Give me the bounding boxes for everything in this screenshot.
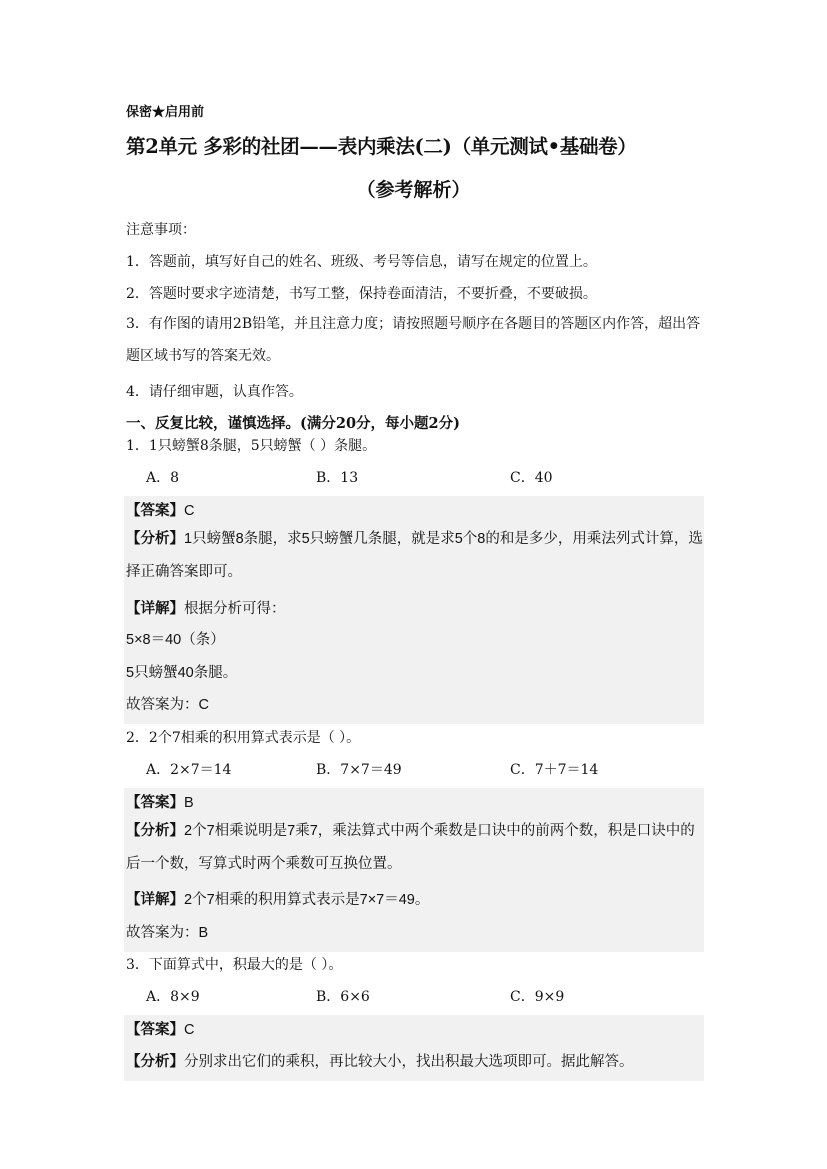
- section-1-title: 一、反复比较，谨慎选择。(满分20分，每小题2分): [126, 415, 460, 432]
- analysis-text: 分别求出它们的乘积，再比较大小，找出积最大选项即可。据此解答。: [184, 1054, 634, 1070]
- question-3-stem: 3．下面算式中，积最大的是（ ）。: [126, 957, 343, 973]
- question-2-option-a: A．2×7＝14: [146, 762, 232, 778]
- question-1-step-1: 5×8＝40（条）: [126, 632, 225, 648]
- question-1-step-2: 5只螃蟹40条腿。: [126, 665, 238, 681]
- note-item-4: 4．请仔细审题，认真作答。: [126, 384, 303, 400]
- detail-text: 根据分析可得：: [184, 601, 286, 617]
- question-2-answer: [126, 791, 194, 812]
- question-2-step-1: 故答案为：B: [126, 925, 209, 941]
- note-item-2: 2．答题时要求字迹清楚，书写工整，保持卷面清洁，不要折叠，不要破损。: [126, 286, 597, 302]
- question-1-option-a: A．8: [146, 470, 180, 486]
- question-2-option-b: B．7×7＝49: [316, 762, 402, 778]
- question-3-answer: [126, 1018, 194, 1039]
- question-1-analysis: [126, 523, 703, 589]
- analysis-label: 【分析】: [126, 1054, 184, 1070]
- detail-label: 【详解】: [126, 601, 184, 617]
- answer-label: 【答案】: [126, 795, 184, 811]
- question-1-answer: [126, 499, 194, 520]
- question-3-option-c: C．9×9: [510, 989, 565, 1005]
- note-item-3: 3．有作图的请用2B铅笔，并且注意力度；请按照题号顺序在各题目的答题区内作答，超出答题区域书写的答案无效。: [126, 316, 701, 364]
- question-1-stem: 1．1只螃蟹8条腿，5只螃蟹（ ）条腿。: [126, 438, 377, 454]
- question-1-step-3: 故答案为：C: [126, 697, 209, 713]
- question-1-option-c: C．40: [510, 470, 553, 486]
- answer-label: 【答案】: [126, 1022, 184, 1038]
- answer-value: B: [184, 795, 194, 811]
- answer-value: C: [184, 503, 195, 519]
- answer-label: 【答案】: [126, 503, 184, 519]
- analysis-label: 【分析】: [126, 531, 184, 547]
- question-2-detail: [126, 888, 429, 909]
- question-2-option-c: C．7＋7＝14: [510, 762, 599, 778]
- question-1-option-b: B．13: [316, 470, 359, 486]
- analysis-text: 2个7相乘说明是7乘7，乘法算式中两个乘数是口诀中的前两个数，积是口诀中的后一个数，写算式时两个乘数可互换位置。: [126, 823, 695, 872]
- question-3-solution-box: [124, 1015, 704, 1081]
- detail-label: 【详解】: [126, 892, 184, 908]
- question-1-detail: [126, 597, 286, 618]
- answer-value: C: [184, 1022, 195, 1038]
- document-subtitle: （参考解析）: [356, 179, 471, 201]
- detail-text: 2个7相乘的积用算式表示是7×7＝49。: [184, 892, 430, 908]
- question-3-analysis: [126, 1050, 634, 1071]
- notes-heading: 注意事项：: [126, 222, 196, 238]
- question-3-option-b: B．6×6: [316, 989, 370, 1005]
- note-item-1: 1．答题前，填写好自己的姓名、班级、考号等信息，请写在规定的位置上。: [126, 254, 597, 270]
- confidential-mark: 保密★启用前: [126, 105, 205, 120]
- question-2-stem: 2．2个7相乘的积用算式表示是（ ）。: [126, 730, 361, 746]
- analysis-text: 1只螃蟹8条腿，求5只螃蟹几条腿，就是求5个8的和是多少，用乘法列式计算，选择正确答案即可。: [126, 531, 703, 580]
- question-3-option-a: A．8×9: [146, 989, 200, 1005]
- document-title: 第2单元 多彩的社团——表内乘法(二)（单元测试•基础卷）: [126, 135, 637, 158]
- question-2-analysis: [126, 815, 703, 881]
- analysis-label: 【分析】: [126, 823, 184, 839]
